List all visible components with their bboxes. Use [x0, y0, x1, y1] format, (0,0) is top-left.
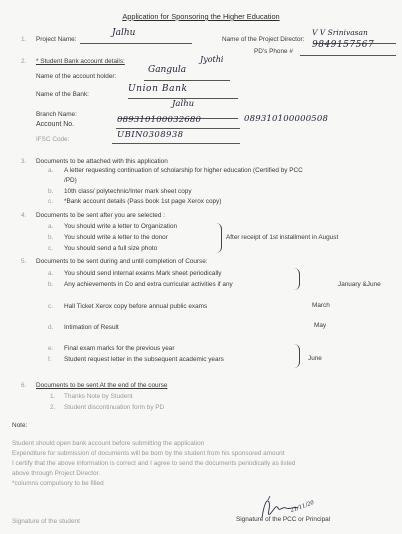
s6-item-marker: 2. — [50, 404, 56, 411]
section-5-heading: Documents to be sent during and until completion of Course: — [36, 258, 208, 265]
signature-date: 21/11/20 — [289, 499, 315, 515]
project-name-label: Project Name: — [36, 36, 77, 43]
s5-item-marker: a. — [48, 270, 54, 277]
pd-phone-label: PD's Phone # — [254, 48, 293, 55]
account-no-label: Account No. — [36, 121, 75, 128]
s4-item-text: You should write a letter to Organization — [64, 223, 178, 230]
s4-brace — [214, 223, 222, 253]
s4-item-text: You should send a full size photo — [64, 245, 158, 252]
section-6-number: 6. — [21, 382, 27, 389]
s3-item-text: 10th class/ polytechnic/Inter mark sheet copy — [64, 188, 192, 195]
s4-note: After receipt of 1st installment in August — [226, 234, 339, 241]
s5-item-marker: f. — [48, 356, 52, 363]
project-director-label: Name of the Project Director: — [222, 36, 305, 43]
section-1-number: 1. — [21, 36, 27, 43]
s5-item-text: Final exam marks for the previous year — [64, 345, 175, 352]
bank-details-heading: * Student Bank account details: — [36, 58, 125, 65]
s5-item-marker: e. — [48, 345, 54, 352]
section-4-number: 4. — [21, 212, 27, 219]
note-line: Expenditure for submission of documents will be born by the student from his sponsored amount — [12, 450, 285, 457]
s5-when: May — [314, 322, 327, 329]
s5-item-text: Hall Ticket Xerox copy before annual public exams — [64, 303, 208, 310]
s5-when: June — [308, 355, 322, 362]
page-title: Application for Sponsoring the Higher Education — [122, 12, 280, 21]
s3-item-text: *Bank account details (Pass book 1st page Xerox copy) — [64, 198, 222, 205]
s5-item-text: Student request letter in the subsequent academic years — [64, 356, 224, 363]
section-2-number: 2. — [21, 58, 27, 65]
note-label: Note: — [12, 422, 28, 429]
s5-brace-2 — [292, 344, 300, 368]
bank-name-label: Name of the Bank: — [36, 91, 89, 98]
note-line: *columns compulsory to be filled — [12, 480, 104, 487]
pd-phone-value: 9849157567 — [312, 40, 375, 50]
s5-item-text: You should send internal exams Mark sheet periodically — [64, 270, 222, 277]
student-signature-label: Signature of the student — [12, 518, 80, 525]
s5-item-marker: b. — [48, 281, 54, 288]
branch-name-label: Branch Name: — [36, 111, 77, 118]
note-line: Student should open bank account before submitting the application — [12, 440, 205, 447]
s4-item-marker: a. — [48, 223, 54, 230]
ifsc-label: IFSC Code: — [36, 136, 70, 143]
note-line: above through Project Director. — [12, 470, 101, 477]
account-holder-value: Gangula — [148, 65, 187, 75]
project-name-line — [80, 36, 192, 44]
s4-item-text: You should write a letter to the donor — [64, 234, 168, 241]
s3-item-text-cont: /PD) — [64, 177, 77, 184]
account-no-value: 089310100032680 — [117, 115, 202, 125]
s5-item-marker: c. — [48, 303, 53, 310]
s4-item-marker: b. — [48, 234, 54, 241]
s4-item-marker: c. — [48, 245, 53, 252]
section-3-heading: Documents to be attached with this application — [36, 158, 168, 165]
s6-item-marker: 1. — [50, 393, 56, 400]
section-3-number: 3. — [21, 158, 27, 165]
s5-when: March — [312, 302, 330, 309]
s5-item-marker: d. — [48, 324, 54, 331]
s6-item-text: Student discontinuation form by PD — [64, 404, 165, 411]
s5-when: January &June — [338, 281, 381, 288]
s5-brace-1 — [294, 268, 300, 290]
project-name-value: Jalhu — [112, 28, 136, 38]
pcc-signature-label: Signature of the PCC or Principal — [236, 516, 331, 523]
s3-item-text: A letter requesting continuation of scholarship for higher education (Certified by PCC — [64, 167, 303, 174]
section-6-heading: Documents to be sent At the end of the course — [36, 382, 168, 389]
s3-item-marker: b. — [48, 188, 54, 195]
account-holder-label: Name of the account holder: — [36, 73, 117, 80]
branch-name-value: Jalhu — [172, 99, 195, 109]
s3-item-marker: a. — [48, 167, 54, 174]
account-holder-extra: Jyothi — [200, 55, 224, 64]
s6-item-text: Thanks Note by Student — [64, 393, 133, 400]
account-no-extra: 089310100000508 — [244, 114, 329, 124]
section-5-number: 5. — [21, 258, 27, 265]
s5-item-text: Any achievements in Co and extra curricular activities if any — [64, 281, 233, 288]
s5-item-text: Intimation of Result — [64, 324, 119, 331]
s3-item-marker: c. — [48, 198, 53, 205]
note-line: I certify that the above information is correct and I agree to send the documents periodically as listed — [12, 460, 296, 467]
bank-name-value: Union Bank — [128, 84, 188, 94]
ifsc-value: UBIN0308938 — [117, 130, 184, 140]
project-director-value: V V Srinivasan — [312, 28, 368, 37]
section-4-heading: Documents to be sent after you are selected : — [36, 212, 165, 219]
